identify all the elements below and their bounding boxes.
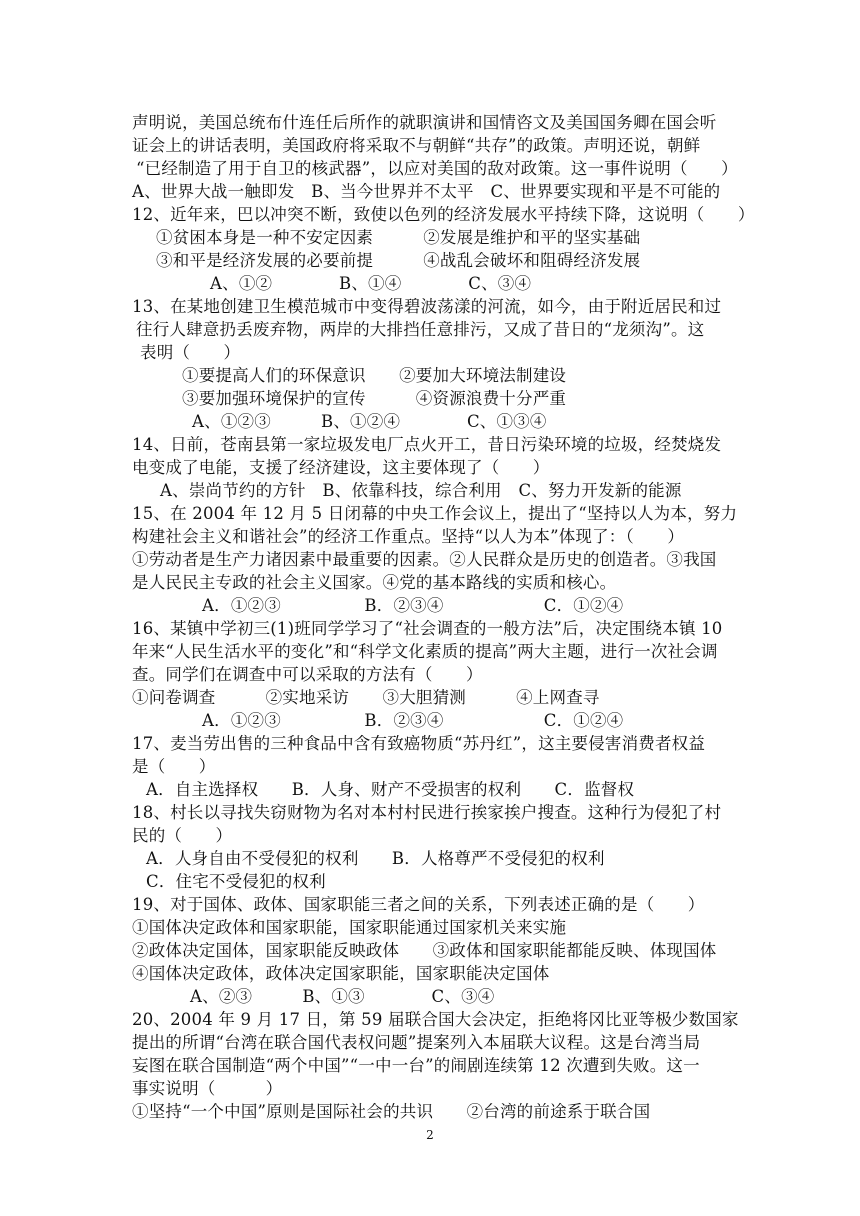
statement-line: ③和平是经济发展的必要前提 ④战乱会破坏和阻碍经济发展 [156,251,641,270]
question-17: 17、麦当劳出售的三种食品中含有致癌物质“苏丹红”，这主要侵害消费者权益 [132,734,706,753]
question-13: 13、在某地创建卫生模范城市中变得碧波荡漾的河流，如今，由于附近居民和过 [132,297,722,316]
statement-line: ①劳动者是生产力诸因素中最重要的因素。②人民群众是历史的创造者。③我国 [132,550,717,569]
text-line: 声明说，美国总统布什连任后所作的就职演讲和国情咨文及美国国务卿在国会听 [132,113,717,132]
option-line: A．人身自由不受侵犯的权利 B．人格尊严不受侵犯的权利 [146,849,605,868]
option-line: C．住宅不受侵犯的权利 [146,872,326,891]
text-line: 是（ ） [132,757,216,776]
text-line: 构建社会主义和谐社会”的经济工作重点。坚持“以人为本”体现了：（ ） [132,527,685,546]
statement-line: ③要加强环境保护的宣传 ④资源浪费十分严重 [182,389,567,408]
text-line: 年来“人民生活水平的变化”和“科学文化素质的提高”两大主题，进行一次社会调 [132,642,718,661]
text-line: 证会上的讲话表明，美国政府将采取不与朝鲜“共存”的政策。声明还说，朝鲜 [132,136,701,155]
question-20: 20、2004 年 9 月 17 日，第 59 届联合国大会决定，拒绝将冈比亚等极少数国家 [132,1010,739,1029]
statement-line: ②政体决定国体，国家职能反映政体 ③政体和国家职能都能反映、体现国体 [132,941,717,960]
statement-line: ①国体决定政体和国家职能，国家职能通过国家机关来实施 [132,918,567,937]
text-line: “已经制造了用于自卫的核武器”，以应对美国的敌对政策。这一事件说明（ ） [136,159,738,178]
text-line: 电变成了电能，支援了经济建设，这主要体现了（ ） [132,458,550,477]
question-16: 16、某镇中学初三(1)班同学学习了“社会调查的一般方法”后，决定围绕本镇 10 [132,619,723,638]
statement-line: ①坚持“一个中国”原则是国际社会的共识 ②台湾的前途系于联合国 [132,1102,651,1121]
option-line: A、世界大战一触即发 B、当今世界并不太平 C、世界要实现和平是不可能的 [132,182,721,201]
option-line: A、①② B、①④ C、③④ [210,274,532,293]
option-line: A．自主选择权 B．人身、财产不受损害的权利 C．监督权 [146,780,635,799]
statement-line: ①问卷调查 ②实地采访 ③大胆猜测 ④上网查寻 [132,688,600,707]
statement-line: ①贫困本身是一种不安定因素 ②发展是维护和平的坚实基础 [156,228,641,247]
text-line: 事实说明（ ） [132,1079,283,1098]
question-18: 18、村长以寻找失窃财物为名对本村村民进行挨家挨户搜查。这种行为侵犯了村 [132,803,722,822]
option-line: A．①②③ B．②③④ C．①②④ [202,711,624,730]
question-14: 14、日前，苍南县第一家垃圾发电厂点火开工，昔日污染环境的垃圾，经焚烧发 [132,435,722,454]
question-12: 12、近年来，巴以冲突不断，致使以色列的经济发展水平持续下降，这说明（ ） [132,205,755,224]
text-line: 查。同学们在调查中可以采取的方法有（ ） [132,665,483,684]
text-line: 提出的所谓“台湾在联合国代表权问题”提案列入本届联大议程。这是台湾当局 [132,1033,701,1052]
text-line: 妄图在联合国制造“两个中国”“一中一台”的闹剧连续第 12 次遭到失败。这一 [132,1056,700,1075]
text-line: 表明（ ） [140,343,241,362]
statement-line: ④国体决定政体，政体决定国家职能，国家职能决定国体 [132,964,550,983]
option-line: A．①②③ B．②③④ C．①②④ [202,596,624,615]
page-number: 2 [426,1128,434,1142]
option-line: A、崇尚节约的方针 B、依靠科技，综合利用 C、努力开发新的能源 [160,481,682,500]
option-line: A、②③ B、①③ C、③④ [190,987,495,1006]
question-19: 19、对于国体、政体、国家职能三者之间的关系，下列表述正确的是（ ） [132,895,705,914]
statement-line: ①要提高人们的环保意识 ②要加大环境法制建设 [182,366,567,385]
statement-line: 是人民民主专政的社会主义国家。④党的基本路线的实质和核心。 [132,573,617,592]
text-line: 往行人肆意扔丢废弃物，两岸的大排挡任意排污，又成了昔日的“龙须沟”。这 [136,320,705,339]
question-15: 15、在 2004 年 12 月 5 日闭幕的中央工作会议上，提出了“坚持以人为本，努力 [132,504,738,523]
text-line: 民的（ ） [132,826,233,845]
option-line: A、①②③ B、①②④ C、①③④ [192,412,547,431]
